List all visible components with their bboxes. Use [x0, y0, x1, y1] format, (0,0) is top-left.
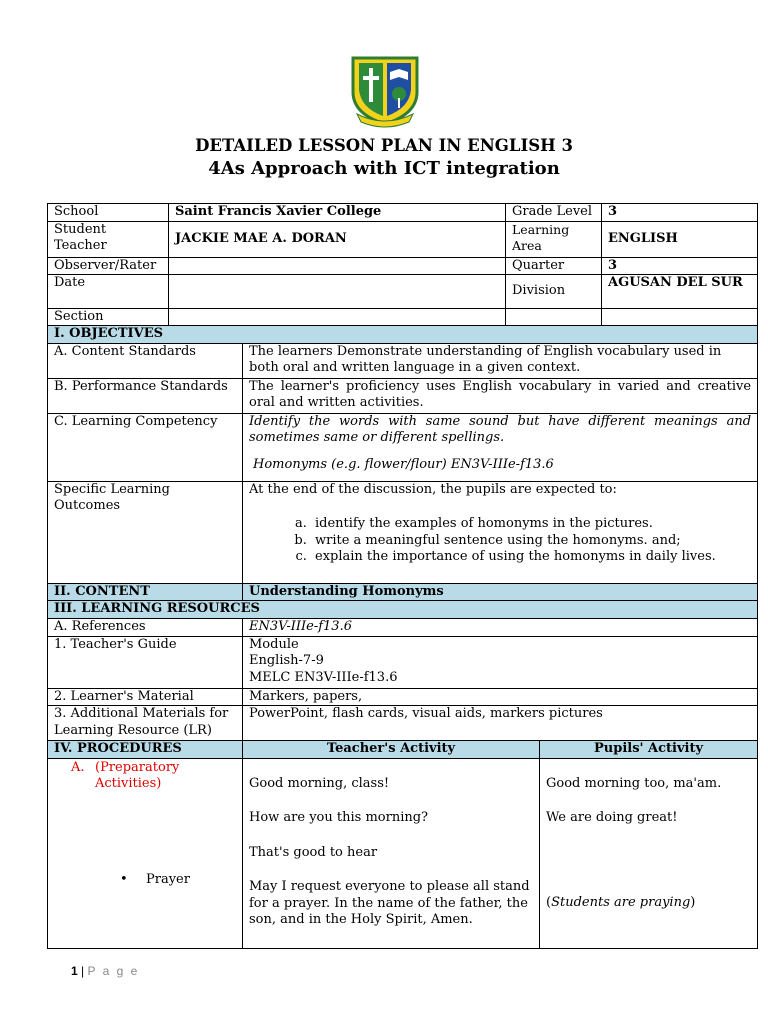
empty-cell: [506, 309, 602, 327]
page-number: 1: [71, 964, 78, 978]
content-standards-text: The learners Demonstrate understanding of English vocabulary used in both oral and written language in a given context.: [243, 343, 758, 378]
outcomes-list: [249, 516, 751, 566]
teacher-line: May I request everyone to please all stand for a prayer. In the name of the father, the son, and in the Holy Spirit, Amen.: [249, 879, 530, 927]
teachers-guide-cell: [243, 636, 758, 688]
objectives-heading: I. OBJECTIVES: [48, 326, 758, 344]
step-a: [54, 760, 236, 793]
page-footer: 1 | P a g e: [71, 964, 140, 978]
learning-area-value: ENGLISH: [602, 221, 758, 257]
pupils-activity-header: Pupils' Activity: [540, 741, 758, 759]
student-teacher-value: JACKIE MAE A. DORAN: [169, 221, 506, 257]
section-label: Section: [48, 309, 169, 327]
teacher-line: How are you this morning?: [249, 810, 429, 825]
lesson-table: [47, 325, 758, 949]
teacher-activity-cell: [243, 758, 540, 948]
competency-text: Identify the words with same sound but have different meanings and sometimes same or different spellings.: [249, 413, 752, 445]
pupils-activity-cell: [540, 758, 758, 948]
competency-cell: [243, 413, 758, 481]
date-label: Date: [48, 275, 169, 309]
outcomes-intro: At the end of the discussion, the pupils are expected to:: [249, 481, 617, 497]
competency-label: C. Learning Competency: [48, 413, 243, 481]
content-heading: II. CONTENT: [48, 583, 243, 601]
document-title: DETAILED LESSON PLAN IN ENGLISH 3: [195, 136, 573, 155]
references-value: EN3V-IIIe-f13.6: [243, 618, 758, 636]
empty-cell: [602, 309, 758, 327]
school-crest-icon: [343, 52, 427, 128]
observer-label: Observer/Rater: [48, 257, 169, 275]
procedures-heading: IV. PROCEDURES: [48, 741, 243, 759]
school-label: School: [48, 204, 169, 222]
performance-standards-label: B. Performance Standards: [48, 378, 243, 413]
student-teacher-label: Student Teacher: [48, 221, 169, 257]
outcomes-cell: [243, 481, 758, 583]
step-letter: A.: [71, 759, 85, 775]
school-value: Saint Francis Xavier College: [169, 204, 506, 222]
teacher-activity-header: Teacher's Activity: [243, 741, 540, 759]
learners-material-label: 2. Learner's Material: [48, 688, 243, 706]
division-value: AGUSAN DEL SUR: [602, 275, 758, 309]
date-value: [169, 275, 506, 309]
bullet-icon: •: [120, 871, 128, 887]
additional-materials-value: PowerPoint, flash cards, visual aids, markers pictures: [243, 706, 758, 741]
pupil-line: Students are praying: [551, 894, 691, 910]
list-item: a. identify the examples of homonyms in the pictures.: [311, 516, 751, 533]
observer-value: [169, 257, 506, 275]
grade-value: 3: [602, 204, 758, 222]
quarter-label: Quarter: [506, 257, 602, 275]
page-word: P a g e: [87, 964, 140, 978]
section-value: [169, 309, 506, 327]
teachers-guide-label: 1. Teacher's Guide: [48, 636, 243, 688]
document-subtitle: 4As Approach with ICT integration: [208, 158, 560, 179]
list-item: c. explain the importance of using the homonyms in daily lives.: [311, 549, 751, 566]
list-item: MELC EN3V-IIIe-f13.6: [249, 669, 398, 685]
pupil-line: Good morning too, ma'am.: [546, 775, 722, 791]
competency-code: Homonyms (e.g. flower/flour) EN3V-IIIe-f13.6: [253, 456, 554, 472]
step-label: (Preparatory Activities): [95, 759, 180, 791]
pupil-line: We are doing great!: [546, 810, 678, 825]
learning-area-label: Learning Area: [506, 221, 602, 257]
performance-standards-text: The learner's proficiency uses English vocabulary in varied and creative oral and written activities.: [243, 378, 758, 413]
content-standards-label: A. Content Standards: [48, 343, 243, 378]
info-table: [47, 203, 758, 327]
quarter-value: 3: [602, 257, 758, 275]
teacher-line: That's good to hear: [249, 844, 378, 860]
division-label: Division: [506, 275, 602, 309]
procedure-step-cell: [48, 758, 243, 948]
resources-heading: III. LEARNING RESOURCES: [48, 601, 758, 619]
pupil-line-praying: (Students are praying): [546, 894, 696, 910]
list-item: English-7-9: [249, 653, 324, 668]
grade-label: Grade Level: [506, 204, 602, 222]
prayer-label: Prayer: [146, 871, 190, 887]
prayer-item: [54, 872, 236, 889]
outcomes-label: Specific Learning Outcomes: [48, 481, 243, 583]
learners-material-value: Markers, papers,: [243, 688, 758, 706]
list-item: b. write a meaningful sentence using the homonyms. and;: [311, 533, 751, 550]
additional-materials-label: 3. Additional Materials for Learning Resource (LR): [48, 706, 243, 741]
content-value: Understanding Homonyms: [243, 583, 758, 601]
teacher-line: Good morning, class!: [249, 775, 390, 791]
references-label: A. References: [48, 618, 243, 636]
list-item: Module: [249, 636, 299, 652]
